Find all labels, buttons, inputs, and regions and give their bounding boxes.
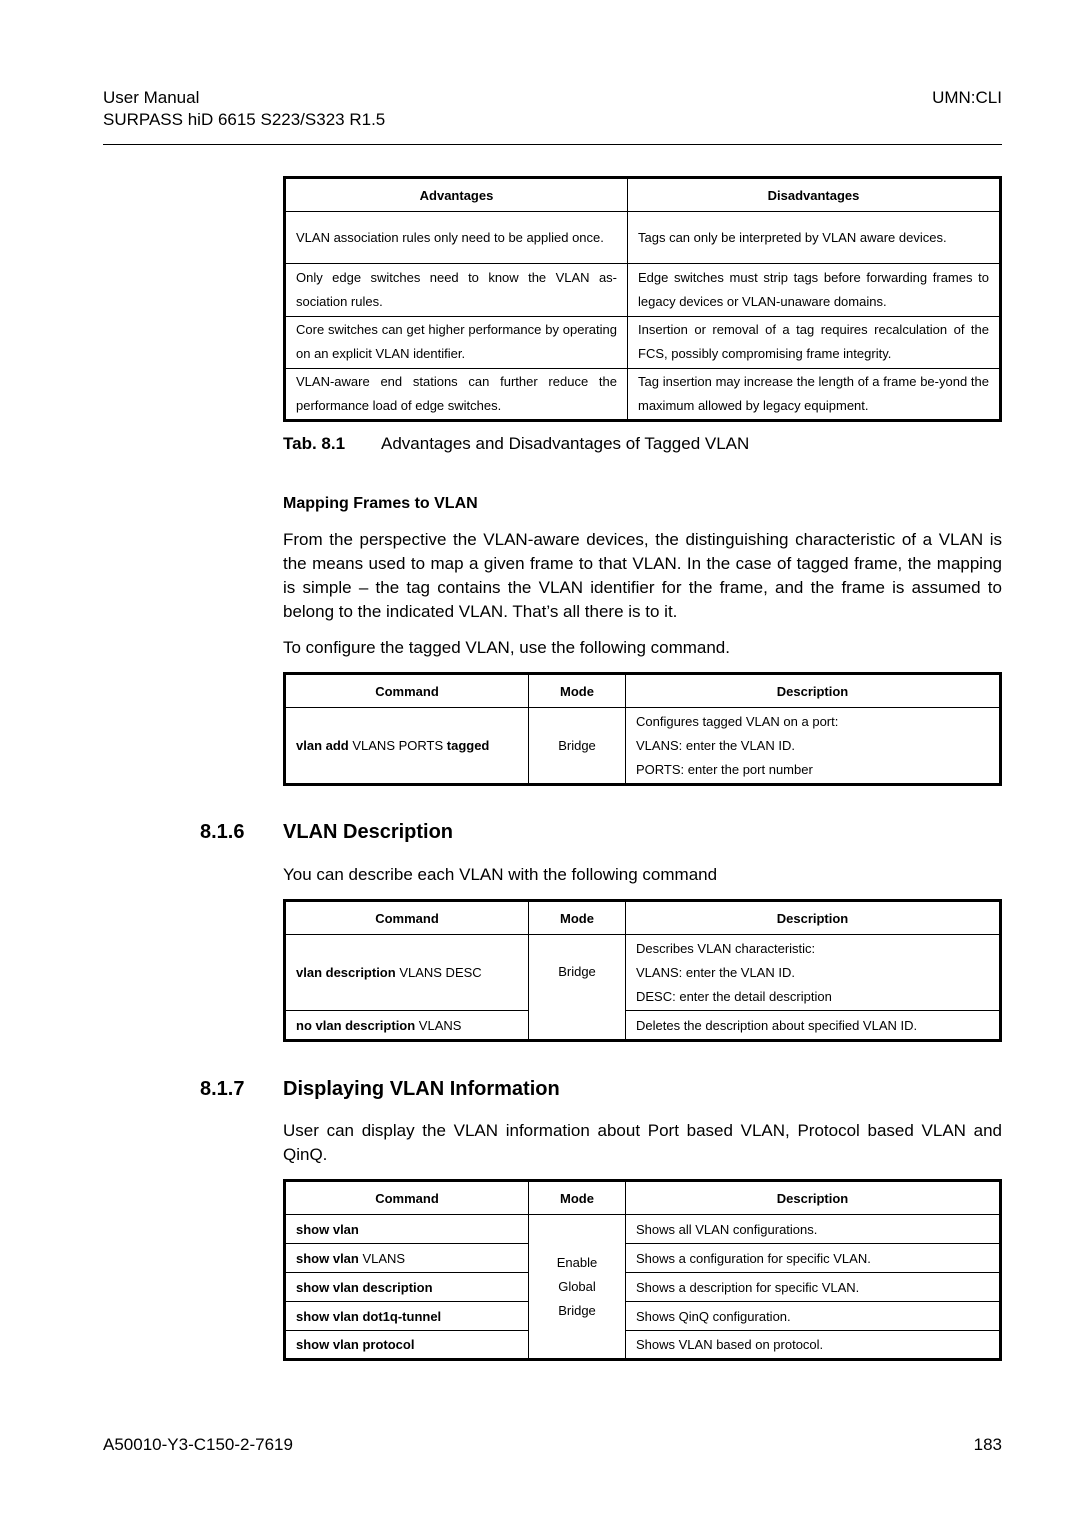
table-header-command: Command — [285, 674, 529, 708]
section-paragraph: User can display the VLAN information about Port based VLAN, Protocol based VLAN and QinQ. — [283, 1121, 1002, 1164]
command-args: VLANS PORTS — [348, 738, 447, 753]
command-keyword: tagged — [446, 738, 490, 753]
description-cell: Shows VLAN based on protocol. — [626, 1331, 1001, 1360]
command-keyword: show vlan description — [296, 1279, 433, 1295]
section-paragraph: You can describe each VLAN with the following command — [283, 865, 718, 884]
command-table-show — [283, 1179, 1002, 1361]
table-header-disadvantages: Disadvantages — [628, 178, 1001, 212]
command-args: VLANS DESC — [395, 965, 482, 980]
mapping-instruction: To configure the tagged VLAN, use the following command. — [283, 638, 730, 657]
table-row — [285, 1011, 1001, 1041]
command-table-description — [283, 899, 1002, 1042]
description-cell — [626, 708, 1001, 785]
command-keyword: vlan description — [296, 965, 396, 980]
description-line: VLANS: enter the VLAN ID. — [636, 964, 795, 980]
command-keyword: vlan add — [296, 738, 349, 753]
table-cell: Edge switches must strip tags before forwarding frames to legacy devices or VLAN-unaware domains. — [628, 264, 1001, 316]
command-keyword: show vlan — [296, 1250, 359, 1266]
table-cell: Only edge switches need to know the VLAN as-sociation rules. — [285, 264, 628, 316]
description-cell: Deletes the description about specified VLAN ID. — [626, 1011, 1001, 1041]
table-header-description: Description — [626, 901, 1001, 935]
table-cell: Core switches can get higher performance by operating on an explicit VLAN identifier. — [285, 316, 628, 368]
mode-cell: Bridge — [529, 935, 626, 1041]
description-cell: Shows a configuration for specific VLAN. — [626, 1244, 1001, 1273]
mode-line: Enable — [556, 1254, 598, 1270]
description-cell: Shows a description for specific VLAN. — [626, 1273, 1001, 1302]
footer-doc-number: A50010-Y3-C150-2-7619 — [103, 1435, 293, 1454]
table-caption-text: Advantages and Disadvantages of Tagged VLAN — [381, 434, 750, 453]
command-table-tagged — [283, 672, 1002, 786]
table-row — [285, 708, 1001, 785]
command-cell — [285, 1011, 529, 1041]
description-line: VLANS: enter the VLAN ID. — [636, 737, 795, 753]
command-cell — [285, 1244, 529, 1273]
table-caption-label: Tab. 8.1 — [283, 434, 346, 453]
advantages-table — [283, 176, 1002, 422]
header-rule — [103, 144, 1002, 145]
table-row — [285, 368, 1001, 420]
table-header-advantages: Advantages — [285, 178, 628, 212]
description-line: PORTS: enter the port number — [636, 761, 813, 777]
header-doc-code: UMN:CLI — [932, 88, 1002, 107]
table-cell: Tag insertion may increase the length of a frame be-yond the maximum allowed by legacy equipment. — [628, 368, 1001, 420]
command-args: VLANS — [415, 1017, 462, 1033]
table-row — [285, 1302, 1001, 1331]
description-cell: Shows QinQ configuration. — [626, 1302, 1001, 1331]
table-header-command: Command — [285, 1181, 529, 1215]
table-cell: VLAN association rules only need to be applied once. — [285, 212, 628, 264]
table-cell: VLAN-aware end stations can further reduce the performance load of edge switches. — [285, 368, 628, 420]
mapping-paragraph: From the perspective the VLAN-aware devices, the distinguishing characteristic of a VLAN is the means used to map a given frame to that VLAN. In the case of tagged frame, the mapping is simple – the tag contains the VLAN identifier for the frame, and the frame is assumed to belong to the indicated VLAN. That’s all there is to it. — [283, 530, 1002, 621]
command-keyword: no vlan description — [296, 1017, 416, 1033]
table-header-description: Description — [626, 674, 1001, 708]
command-cell — [285, 1331, 529, 1360]
table-row — [285, 1244, 1001, 1273]
table-row — [285, 264, 1001, 316]
table-header-mode: Mode — [529, 1181, 626, 1215]
header-manual-label: User Manual — [103, 88, 200, 107]
table-header-command: Command — [285, 901, 529, 935]
table-caption — [283, 434, 345, 454]
header-product: SURPASS hiD 6615 S223/S323 R1.5 — [103, 110, 386, 129]
table-cell: Tags can only be interpreted by VLAN aware devices. — [628, 212, 1001, 264]
table-header-mode: Mode — [529, 901, 626, 935]
table-row — [285, 1331, 1001, 1360]
command-cell — [285, 935, 529, 1011]
description-cell — [626, 935, 1001, 1011]
table-cell: Insertion or removal of a tag requires recalculation of the FCS, possibly compromising frame integrity. — [628, 316, 1001, 368]
table-row — [285, 316, 1001, 368]
table-row — [285, 212, 1001, 264]
mode-cell: Bridge — [529, 708, 626, 785]
command-keyword: show vlan dot1q-tunnel — [296, 1308, 442, 1324]
description-line: Configures tagged VLAN on a port: — [636, 713, 839, 729]
section-title-vlan-description: VLAN Description — [283, 821, 454, 843]
table-row — [285, 1215, 1001, 1244]
description-line: DESC: enter the detail description — [636, 988, 832, 1004]
section-number-8-1-7: 8.1.7 — [200, 1078, 245, 1100]
command-cell — [285, 708, 529, 785]
command-keyword: show vlan — [296, 1221, 359, 1237]
table-header-description: Description — [626, 1181, 1001, 1215]
table-header-mode: Mode — [529, 674, 626, 708]
command-keyword: show vlan protocol — [296, 1337, 415, 1352]
subheading-mapping-frames: Mapping Frames to VLAN — [283, 495, 478, 512]
command-cell — [285, 1302, 529, 1331]
table-row — [285, 935, 1001, 1011]
section-title-displaying-vlan: Displaying VLAN Information — [283, 1078, 560, 1100]
command-args: VLANS — [358, 1250, 406, 1266]
description-line: Describes VLAN characteristic: — [636, 940, 816, 956]
description-cell: Shows all VLAN configurations. — [626, 1215, 1001, 1244]
mode-line: Global — [558, 1278, 596, 1294]
command-cell — [285, 1215, 529, 1244]
footer-page-number: 183 — [973, 1435, 1002, 1454]
mode-line: Bridge — [558, 1302, 596, 1318]
command-cell — [285, 1273, 529, 1302]
table-row — [285, 1273, 1001, 1302]
mode-cell — [529, 1215, 626, 1360]
section-number-8-1-6: 8.1.6 — [200, 821, 245, 843]
